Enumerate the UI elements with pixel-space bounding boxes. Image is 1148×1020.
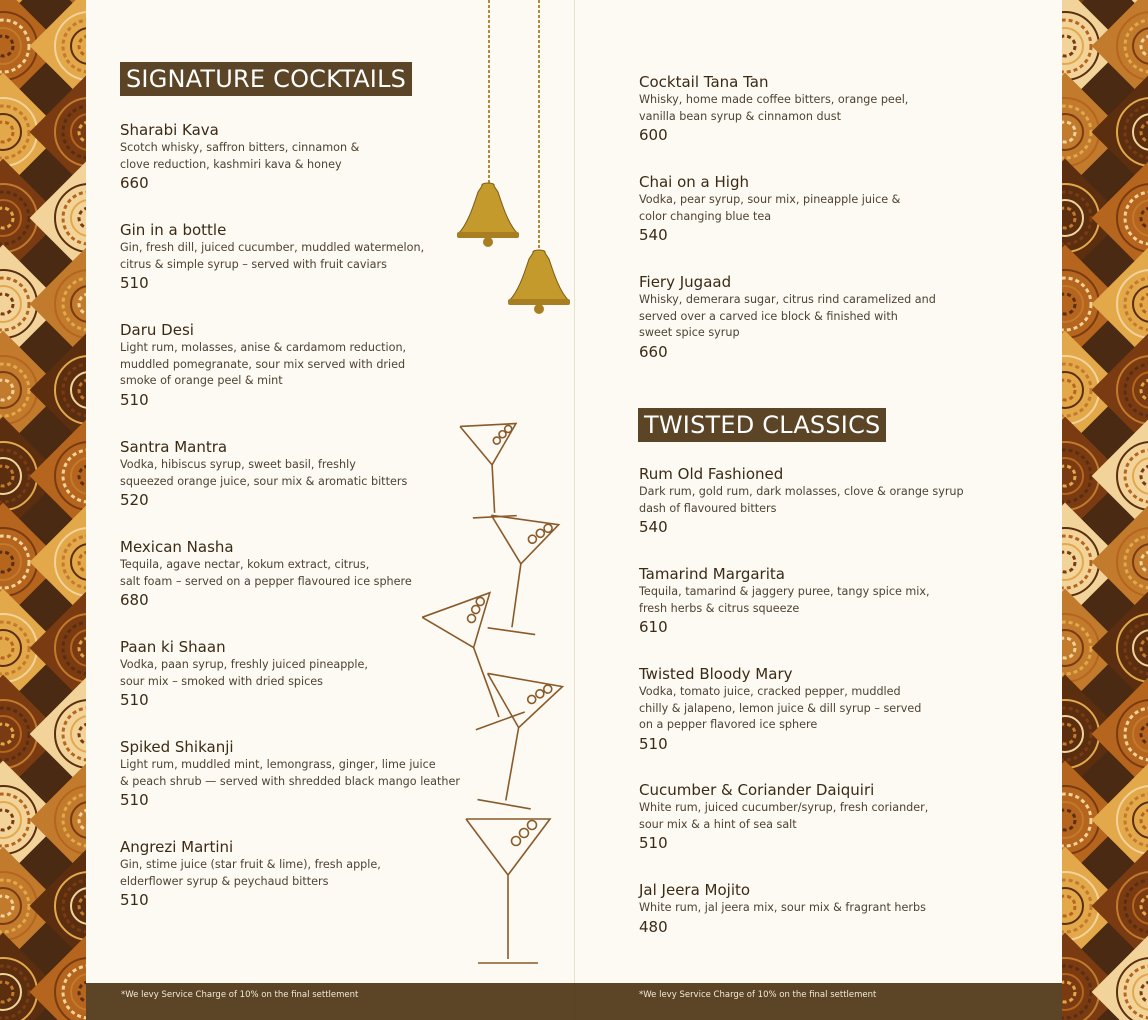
menu-item-description: on a pepper flavored ice sphere: [639, 718, 818, 731]
menu-item-name: Santra Mantra: [120, 438, 228, 456]
menu-item-description: Gin, fresh dill, juiced cucumber, muddled watermelon,: [120, 241, 425, 254]
menu-item-price: 510: [120, 274, 149, 292]
menu-item-name: Cucumber & Coriander Daiquiri: [639, 781, 875, 799]
menu-item: [120, 437, 407, 509]
section-title-signature-cocktails: SIGNATURE COCKTAILS: [120, 62, 412, 96]
menu-item: [639, 564, 930, 636]
menu-item-description: elderflower syrup & peychaud bitters: [120, 874, 329, 888]
menu-item-price: 510: [120, 791, 149, 809]
menu-item-description: Light rum, muddled mint, lemongrass, ginger, lime juice: [120, 758, 436, 771]
menu-item-price: 520: [120, 491, 149, 509]
right-mandala-border: [1062, 0, 1148, 1020]
menu-item: [639, 780, 928, 852]
menu-item-price: 510: [639, 834, 668, 852]
menu-item-description: Vodka, tomato juice, cracked pepper, muddled: [639, 685, 901, 698]
menu-item: [639, 464, 964, 536]
menu-item-description: dash of flavoured bitters: [639, 501, 777, 515]
menu-item-price: 660: [120, 174, 149, 192]
menu-item-price: 480: [639, 917, 668, 936]
mandala-pattern-left: [0, 0, 86, 1020]
mandala-pattern-right: [1062, 0, 1148, 1020]
menu-item: [120, 737, 460, 809]
menu-item-name: Chai on a High: [639, 173, 749, 191]
menu-item-description: salt foam – served on a pepper flavoured ice sphere: [120, 574, 412, 588]
menu-item-description: Gin, stime juice (star fruit & lime), fresh apple,: [120, 858, 381, 871]
menu-item-description: Vodka, paan syrup, freshly juiced pineapple,: [120, 658, 368, 671]
menu-item: [639, 880, 926, 936]
menu-item-description: Whisky, demerara sugar, citrus rind caramelized and: [639, 293, 936, 306]
menu-item-name: Mexican Nasha: [120, 538, 234, 556]
menu-item-description: Vodka, pear syrup, sour mix, pineapple juice &: [639, 193, 901, 206]
menu-item-name: Angrezi Martini: [120, 838, 234, 856]
menu-item-name: Gin in a bottle: [120, 221, 227, 239]
menu-item: [120, 120, 359, 192]
left-mandala-border: [0, 0, 86, 1020]
menu-item-price: 540: [639, 518, 668, 536]
menu-item-description: squeezed orange juice, sour mix & aromatic bitters: [120, 474, 408, 488]
menu-item-price: 540: [639, 226, 668, 244]
menu-item-description: sweet spice syrup: [639, 326, 740, 339]
menu-item-price: 510: [639, 734, 668, 753]
menu-item: [120, 320, 406, 409]
menu-item-description: Light rum, molasses, anise & cardamom reduction,: [120, 341, 407, 354]
menu-item: [639, 72, 908, 144]
menu-item-description: chilly & jalapeno, lemon juice & dill syrup – served: [639, 701, 922, 715]
menu-item-description: Scotch whisky, saffron bitters, cinnamon &: [120, 141, 360, 154]
menu-item: [639, 272, 936, 361]
footer-service-charge-right: *We levy Service Charge of 10% on the final settlement: [575, 983, 1062, 1020]
menu-item-name: Rum Old Fashioned: [639, 465, 784, 483]
menu-item-price: 510: [120, 390, 149, 409]
menu-item-price: 600: [639, 126, 668, 144]
menu-item-price: 660: [639, 342, 668, 361]
menu-item-description: clove reduction, kashmiri kava & honey: [120, 157, 342, 171]
menu-item-price: 680: [120, 591, 149, 609]
menu-item-description: served over a carved ice block & finished with: [639, 309, 898, 323]
menu-item-name: Daru Desi: [120, 321, 194, 339]
menu-item-description: citrus & simple syrup – served with fruit caviars: [120, 257, 387, 271]
section-title-twisted-classics: TWISTED CLASSICS: [638, 408, 886, 442]
menu-item-price: 510: [120, 891, 149, 909]
menu-item-description: & peach shrub — served with shredded black mango leather: [120, 774, 460, 788]
menu-item: [120, 220, 424, 292]
menu-item: [639, 172, 900, 244]
menu-item-price: 610: [639, 618, 668, 636]
menu-item-description: vanilla bean syrup & cinnamon dust: [639, 109, 841, 123]
menu-item-description: Tequila, tamarind & jaggery puree, tangy spice mix,: [639, 585, 930, 598]
menu-item-name: Paan ki Shaan: [120, 638, 226, 656]
menu-item-description: Vodka, hibiscus syrup, sweet basil, freshly: [120, 458, 356, 471]
menu-item: [639, 664, 921, 753]
menu-item-name: Tamarind Margarita: [639, 565, 785, 583]
menu-item-description: color changing blue tea: [639, 209, 772, 223]
menu-item: [120, 837, 381, 909]
menu-item-description: Tequila, agave nectar, kokum extract, citrus,: [120, 558, 370, 571]
menu-item: [120, 637, 368, 709]
page-fold: [574, 0, 575, 983]
menu-item-name: Sharabi Kava: [120, 121, 219, 139]
menu-item-description: fresh herbs & citrus squeeze: [639, 601, 800, 615]
menu-item-description: smoke of orange peel & mint: [120, 374, 283, 387]
menu-item-name: Spiked Shikanji: [120, 738, 234, 756]
menu-item-description: White rum, juiced cucumber/syrup, fresh coriander,: [639, 801, 929, 814]
menu-item-description: sour mix & a hint of sea salt: [639, 817, 797, 831]
menu-item-description: Whisky, home made coffee bitters, orange peel,: [639, 93, 909, 106]
menu-item-description: muddled pomegranate, sour mix served with dried: [120, 357, 406, 371]
footer-service-charge-left: *We levy Service Charge of 10% on the final settlement: [86, 983, 574, 1020]
menu-item-name: Fiery Jugaad: [639, 273, 732, 291]
menu-item-name: Twisted Bloody Mary: [639, 665, 793, 683]
menu-item: [120, 537, 412, 609]
menu-item-price: 510: [120, 691, 149, 709]
menu-item-name: Cocktail Tana Tan: [639, 73, 769, 91]
menu-item-description: sour mix – smoked with dried spices: [120, 674, 323, 688]
menu-item-description: Dark rum, gold rum, dark molasses, clove & orange syrup: [639, 485, 964, 498]
menu-item-description: White rum, jal jeera mix, sour mix & fragrant herbs: [639, 901, 926, 914]
menu-item-name: Jal Jeera Mojito: [639, 881, 751, 899]
